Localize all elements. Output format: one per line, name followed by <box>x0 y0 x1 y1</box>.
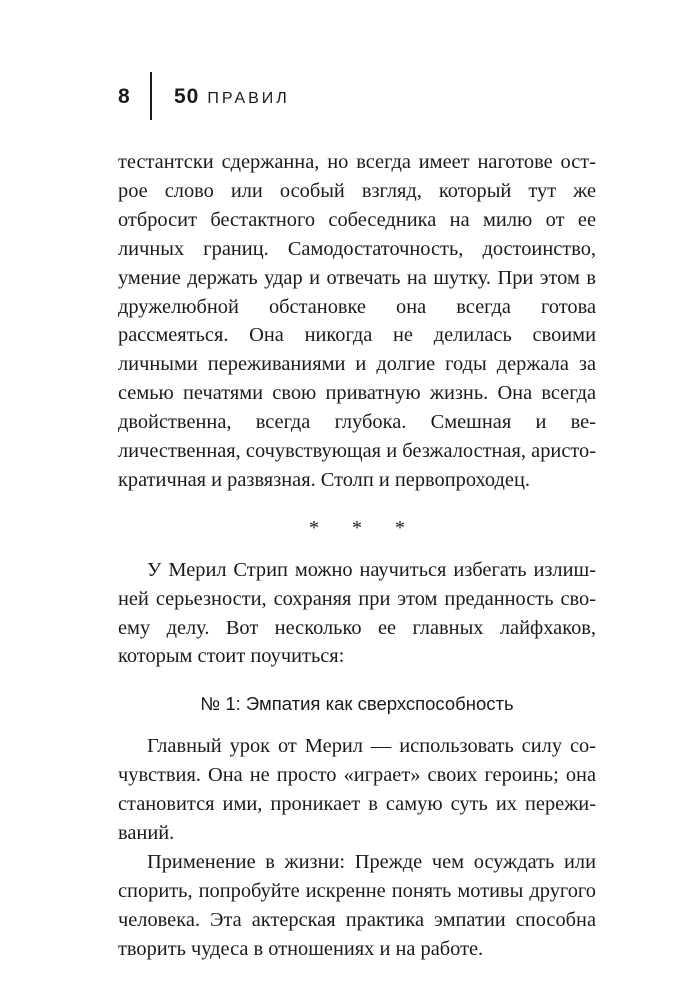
section-separator: * * * <box>309 516 419 539</box>
paragraph-application: Применение в жизни: Прежде чем осуждать или спорить, попробуйте искренне понять мотивы другого человека. Эта актерская практика эмпатии способна творить чудеса в отношениях и на работе. <box>118 851 596 960</box>
page-number: 8 <box>118 84 130 108</box>
running-title <box>174 86 290 107</box>
paragraph-continued: тестантски сдержанна, но всегда имеет наготове острое слово или особый взгляд, который тут же отбросит бестактного собеседника на милю от ее личных границ. Самодостаточность, достоинство, умение держать удар и отвечать на шутку. При этом в дружелюбной обстановке она всегда готова рассмеяться. Она никогда не делилась своими личными переживаниями и долгие годы держала за семью печатями свою приватную жизнь. Она всегда двойственна, всегда глубока. Смешная и величественная, сочувствующая и безжалостная, аристократичная и развязная. Столп и первопроходец. <box>118 151 596 491</box>
running-title-number: 50 <box>174 84 200 108</box>
running-title-word: ПРАВИЛ <box>207 89 290 107</box>
paragraph-intro: У Мерил Стрип можно научиться избегать излишней серьезности, сохраняя при этом преданность своему делу. Вот несколько ее главных лайфхаков, которым стоит поучиться: <box>118 558 596 668</box>
header-divider <box>150 72 152 120</box>
page-body <box>118 148 596 964</box>
page-header <box>118 72 290 120</box>
paragraph-lesson: Главный урок от Мерил — использовать силу сочувствия. Она не просто «играет» своих героинь; она становится ими, проникает в самую суть их переживаний. <box>118 735 596 845</box>
rule-heading: № 1: Эмпатия как сверхспособность <box>200 693 514 715</box>
